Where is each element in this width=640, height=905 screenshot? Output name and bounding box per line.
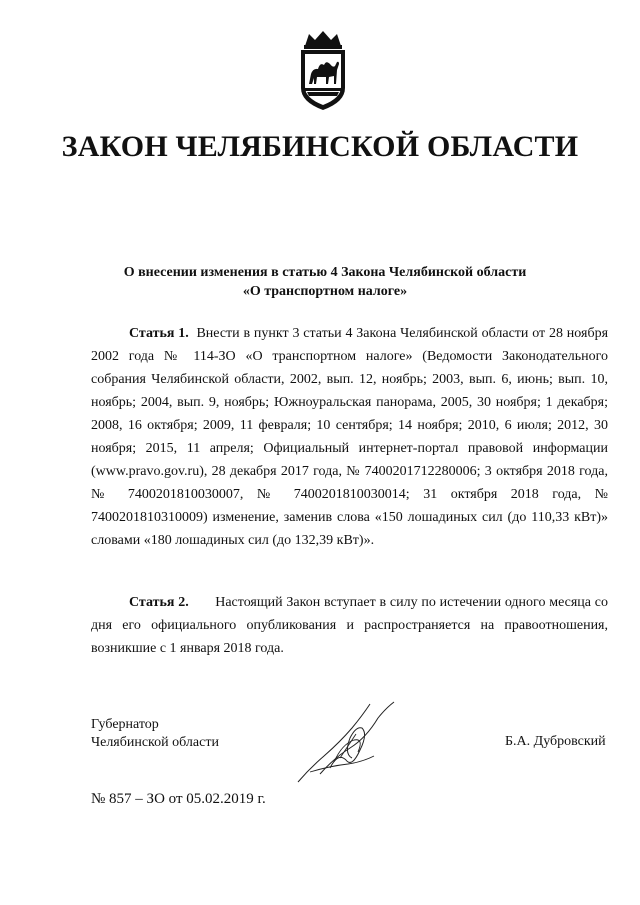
signatory-name: Б.А. Дубровский — [505, 734, 606, 749]
chelyabinsk-coat-of-arms-icon — [291, 28, 355, 112]
law-subject — [100, 263, 550, 301]
article-2 — [91, 591, 608, 660]
law-subject-line: О внесении изменения в статью 4 Закона Челябинской области — [123, 265, 527, 280]
law-subject-line: «О транспортном налоге» — [242, 284, 408, 299]
signatory-position-line: Челябинской области — [91, 735, 219, 750]
article-1 — [91, 322, 608, 552]
law-number: № 857 – ЗО от 05.02.2019 г. — [91, 791, 266, 807]
law-title: ЗАКОН ЧЕЛЯБИНСКОЙ ОБЛАСТИ — [61, 130, 579, 163]
signatory-position-line: Губернатор — [91, 717, 159, 732]
article-2-text: Настоящий Закон вступает в силу по истечении одного месяца со дня его официального опубликования и распространяется на правоотношения, возникшие с 1 января 2018 года. — [91, 595, 608, 656]
signatory-position — [91, 716, 219, 752]
handwritten-signature — [290, 698, 410, 788]
article-1-label: Статья 1. — [129, 326, 189, 341]
article-1-text: Внести в пункт 3 статьи 4 Закона Челябинской области от 28 ноября 2002 года № 114-ЗО «О транспортном налоге» (Ведомости Законодательного собрания Челябинской области, 2002, вып. 12, ноябрь; 2003, вып. 6, июнь; вып. 10, ноябрь; 2004, вып. 9, ноябрь; Южноуральская панорама, 2005, 30 ноября; 1 декабря; 2008, 16 октября; 2009, 11 февраля; 10 сентября; 14 ноября; 2010, 6 июля; 2012, 30 ноября; 2015, 11 апреля; Официальный интернет-портал правовой информации (www.pravo.gov.ru), 28 декабря 2017 года, № 7400201712280006; 3 октября 2018 года, № 7400201810030007, № 7400201810030014; 31 октября 2018 года, № 7400201810310009) изменение, заменив слова «150 лошадиных сил (до 110,33 кВт)» словами «180 лошадиных сил (до 132,39 кВт)». — [91, 326, 609, 548]
article-2-label: Статья 2. — [129, 595, 189, 610]
